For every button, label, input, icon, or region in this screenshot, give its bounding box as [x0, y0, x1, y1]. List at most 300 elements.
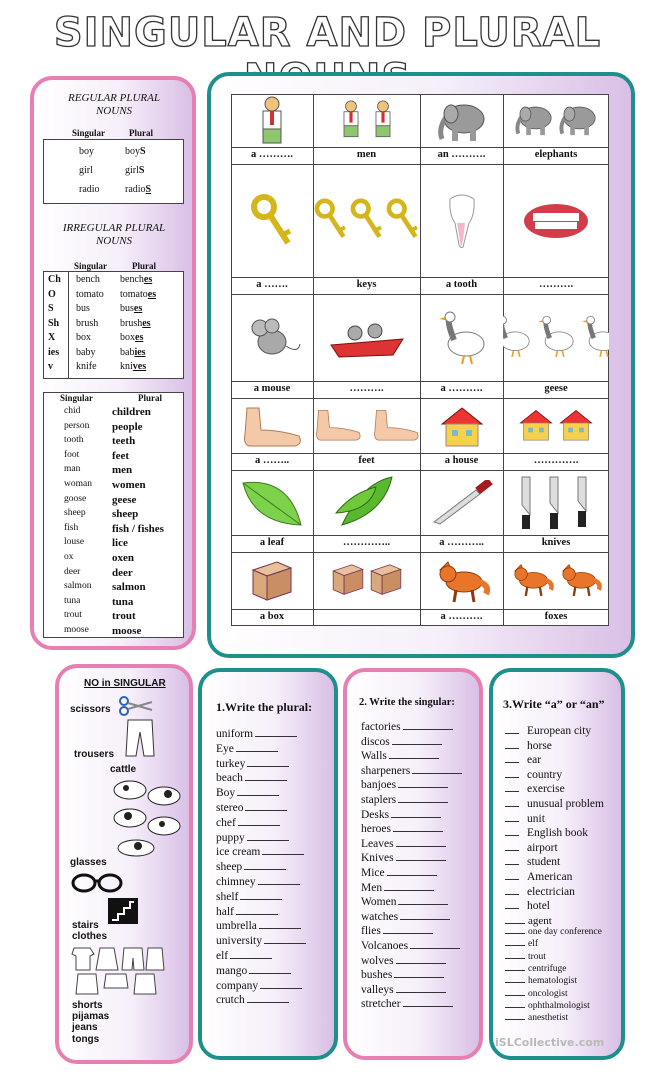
answer-blank[interactable]: [505, 791, 519, 792]
special-plural-cell: trout: [112, 610, 136, 623]
tooth-icon: [420, 166, 503, 276]
grid-row-line: [231, 147, 609, 148]
answer-blank[interactable]: [505, 923, 525, 924]
exercise-item: [361, 984, 446, 996]
plural-ending: es: [133, 303, 143, 314]
grid-caption: keys: [356, 279, 377, 290]
exercise-item: [505, 725, 591, 737]
answer-blank[interactable]: [260, 988, 302, 989]
grid-caption: knives: [541, 537, 571, 548]
geese-icon: [503, 296, 609, 380]
irregular-divider: [68, 271, 69, 379]
exercise-word: university: [216, 935, 262, 948]
plural-stem: brush: [120, 317, 143, 329]
answer-blank[interactable]: [237, 795, 279, 796]
answer-blank[interactable]: [247, 840, 289, 841]
exercise-word: watches: [361, 910, 399, 923]
special-plural-cell: teeth: [112, 435, 136, 448]
exercise-word: centrifuge: [528, 964, 567, 974]
exercise-item: [216, 920, 301, 932]
exercise-word: bushes: [361, 969, 393, 982]
regular-plural-cell: [125, 165, 144, 176]
answer-blank[interactable]: [403, 1006, 453, 1007]
plural-stem: radio: [125, 184, 146, 195]
answer-blank[interactable]: [236, 751, 278, 752]
irregular-plural-cell: [120, 347, 146, 358]
exercise-item: [361, 911, 450, 923]
answer-blank[interactable]: [259, 928, 301, 929]
man-icon: [231, 96, 313, 146]
answer-blank[interactable]: [391, 817, 441, 818]
no-singular-item: jeans: [72, 1022, 98, 1033]
plural-ending: S: [140, 146, 146, 157]
exercise-item: [361, 955, 446, 967]
plural-stem: bus: [120, 303, 134, 314]
exercise-word: ear: [527, 754, 542, 767]
answer-blank[interactable]: [505, 806, 519, 807]
exercise-word: flies: [361, 925, 381, 938]
exercise-item: [216, 994, 289, 1006]
exercise-word: chimney: [216, 876, 256, 888]
answer-blank[interactable]: [389, 758, 439, 759]
exercise-item: [505, 827, 588, 839]
plural-stem: tomato: [120, 288, 148, 300]
no-singular-item: scissors: [70, 704, 111, 715]
exercise-item: [216, 935, 306, 947]
exercise-word: exercise: [527, 783, 565, 796]
exercise-word: Leaves: [361, 837, 394, 850]
exercise-item: [361, 882, 434, 894]
irregular-plural-cell: [120, 332, 143, 343]
plural-ending: S: [138, 165, 145, 176]
irregular-ending-cell: ies: [48, 346, 60, 358]
exercise-item: [361, 809, 441, 821]
exercise-item: [361, 736, 442, 748]
grid-row-line: [231, 277, 609, 278]
answer-blank[interactable]: [244, 869, 286, 870]
answer-blank[interactable]: [258, 884, 300, 885]
exercise-item: [216, 906, 278, 918]
special-singular-cell: louse: [64, 537, 85, 548]
answer-blank[interactable]: [505, 762, 519, 763]
special-singular-cell: sheep: [64, 508, 86, 519]
answer-blank[interactable]: [394, 977, 444, 978]
exercise-word: Eye: [216, 742, 234, 755]
special-plural-cell: feet: [112, 449, 130, 462]
answer-blank[interactable]: [396, 860, 446, 861]
special-singular-cell: deer: [64, 566, 81, 577]
answer-blank[interactable]: [262, 854, 304, 855]
exercise-item: [505, 813, 545, 825]
special-singular-cell: fish: [64, 522, 79, 533]
exercise-item: [505, 939, 538, 949]
answer-blank[interactable]: [505, 835, 519, 836]
answer-blank[interactable]: [403, 729, 453, 730]
no-singular-item: cattle: [110, 764, 137, 775]
grid-caption: a box: [259, 611, 285, 622]
exercise-word: American: [527, 871, 573, 883]
plural-stem: bench: [120, 274, 144, 285]
special-plural-cell: salmon: [112, 581, 146, 594]
exercise-item: [361, 940, 460, 952]
answer-blank[interactable]: [396, 846, 446, 847]
goose-icon: [420, 296, 503, 380]
grid-caption: a house: [444, 455, 479, 466]
special-singular-cell: tooth: [64, 435, 84, 446]
answer-blank[interactable]: [505, 748, 519, 749]
answer-blank[interactable]: [393, 831, 443, 832]
house-icon: [420, 400, 503, 452]
exercise-item: [216, 950, 272, 962]
special-plural-cell: men: [112, 464, 133, 477]
answer-blank[interactable]: [505, 1007, 525, 1008]
irregular-singular-cell: baby: [76, 346, 96, 358]
answer-blank[interactable]: [238, 825, 280, 826]
exercise-item: [216, 728, 297, 740]
exercise-item: [505, 842, 558, 854]
special-singular-cell: chid: [64, 406, 81, 416]
exercise-item: [505, 740, 552, 752]
irregular-plural-cell: [120, 361, 146, 372]
exercise-item: [216, 743, 278, 755]
answer-blank[interactable]: [505, 982, 525, 983]
exercise-item: [505, 754, 541, 766]
plural-ending: es: [142, 317, 151, 329]
exercise-item: [361, 794, 448, 806]
exercise-item: [361, 838, 446, 850]
grid-caption: a ……..: [254, 455, 290, 466]
exercise-item: [505, 1013, 568, 1023]
exercise-word: staplers: [361, 794, 397, 806]
grid-row-divider: [231, 470, 609, 471]
no-singular-item: trousers: [74, 749, 115, 760]
exercise-word: ice cream: [216, 846, 261, 859]
special-singular-cell: salmon: [64, 581, 92, 592]
exercise-word: turkey: [216, 757, 246, 770]
exercise-item: [216, 846, 304, 858]
irregular-col-plural: Plural: [132, 261, 156, 271]
plural-stem: box: [120, 332, 135, 343]
grid-caption: ………….: [533, 455, 579, 466]
irregular-singular-cell: tomato: [76, 288, 104, 300]
grid-caption: a ……….: [440, 383, 483, 394]
grid-row-divider: [231, 294, 609, 295]
stairs-icon: [108, 898, 138, 924]
answer-blank[interactable]: [245, 780, 287, 781]
special-plural-cell: sheep: [112, 508, 139, 521]
special-plural-cell: lice: [112, 537, 128, 550]
answer-blank[interactable]: [410, 948, 460, 949]
exercise-word: valleys: [361, 983, 394, 996]
grid-caption: ……….: [349, 383, 384, 394]
grid-caption: feet: [358, 455, 375, 466]
exercise-word: anesthetist: [528, 1013, 569, 1024]
special-plural-cell: children: [112, 406, 151, 418]
exercise-item: [216, 772, 287, 784]
answer-blank[interactable]: [383, 933, 433, 934]
irregular-ending-cell: v: [48, 361, 53, 372]
exercise-word: stereo: [216, 802, 244, 814]
exercise-item: [361, 750, 439, 762]
exercise-item: [216, 980, 302, 992]
exercise-item: [505, 964, 567, 974]
exercise-word: discos: [361, 735, 390, 748]
special-plural-cell: women: [112, 479, 146, 491]
irregular-table: [43, 271, 184, 379]
special-singular-cell: tuna: [64, 595, 81, 606]
elephant-icon: [420, 96, 503, 146]
exercise-item: [216, 817, 280, 829]
irregular-ending-cell: S: [48, 303, 54, 314]
exercise-word: elf: [528, 939, 539, 950]
clothes-icon: [70, 944, 166, 998]
exercise-word: mango: [216, 964, 248, 977]
exercise-word: Desks: [361, 808, 390, 821]
exercise-word: unit: [527, 812, 545, 825]
exercise-word: crutch: [216, 994, 245, 1007]
exercise-word: Women: [361, 896, 397, 909]
exercise-word: sheep: [216, 861, 243, 874]
no-singular-item: glasses: [70, 857, 107, 868]
exercise-word: European city: [527, 725, 592, 737]
exercise-word: puppy: [216, 831, 245, 844]
no-singular-item: shorts: [72, 1000, 103, 1011]
exercise-word: company: [216, 979, 259, 992]
exercise-item: [361, 721, 453, 733]
watermark: iSLCollective.com: [495, 1036, 605, 1049]
special-plural-cell: fish / fishes: [112, 522, 164, 535]
grid-caption: …………..: [342, 537, 391, 548]
exercise-item: [216, 876, 300, 888]
answer-blank[interactable]: [505, 850, 519, 851]
grid-caption: an ……….: [437, 149, 486, 160]
answer-blank[interactable]: [505, 879, 519, 880]
answer-blank[interactable]: [396, 963, 446, 964]
irregular-singular-cell: box: [76, 332, 91, 343]
page-title: SINGULAR AND PLURAL: [53, 10, 602, 56]
regular-singular-cell: girl: [79, 165, 93, 176]
glasses-icon: [70, 871, 124, 893]
exercise-word: elf: [216, 950, 229, 962]
grid-caption: a ……….: [440, 611, 483, 622]
answer-blank[interactable]: [505, 864, 519, 865]
answer-blank[interactable]: [505, 945, 525, 946]
answer-blank[interactable]: [505, 733, 519, 734]
grid-caption: a …….: [256, 279, 288, 290]
answer-blank[interactable]: [240, 899, 282, 900]
irregular-plural-cell: [120, 274, 152, 285]
scissors-icon: [118, 696, 154, 716]
exercise-word: one day conference: [528, 927, 602, 938]
exercise-item: [361, 998, 453, 1010]
grid-row-divider: [231, 398, 609, 399]
answer-blank[interactable]: [396, 992, 446, 993]
exercise-word: Mice: [361, 867, 385, 879]
exercise-word: sharpeners: [361, 764, 411, 777]
exercise-word: unusual problem: [527, 798, 604, 810]
special-col-singular: Singular: [60, 393, 94, 403]
fox-icon: [420, 554, 503, 608]
exercise-item: [505, 900, 550, 912]
exercise-item: [505, 783, 565, 795]
answer-blank[interactable]: [505, 958, 525, 959]
exercise-item: [361, 823, 443, 835]
exercise-item: [361, 925, 433, 937]
feet-icon: [313, 400, 420, 452]
exercise-word: agent: [528, 914, 552, 927]
exercise-word: stretcher: [361, 998, 401, 1011]
answer-blank[interactable]: [505, 777, 519, 778]
special-plural-cell: tuna: [112, 595, 134, 608]
answer-blank[interactable]: [505, 995, 525, 996]
exercise-word: Knives: [361, 852, 394, 865]
key-icon: [231, 166, 313, 276]
regular-col-plural: Plural: [129, 128, 153, 138]
answer-blank[interactable]: [255, 736, 297, 737]
answer-blank[interactable]: [505, 894, 519, 895]
answer-blank[interactable]: [264, 943, 306, 944]
answer-blank[interactable]: [398, 787, 448, 788]
answer-blank[interactable]: [387, 875, 437, 876]
grid-row-line: [231, 609, 609, 610]
special-plural-cell: people: [112, 420, 143, 433]
answer-blank[interactable]: [247, 766, 289, 767]
exercise-item: [505, 871, 572, 883]
answer-blank[interactable]: [230, 958, 272, 959]
exercise-item: [505, 856, 560, 868]
foot-icon: [231, 400, 313, 452]
irregular-singular-cell: bench: [76, 274, 100, 285]
plural-stem: girl: [125, 165, 139, 176]
grid-row-divider: [231, 552, 609, 553]
exercise-2-title: 2. Write the singular:: [359, 697, 455, 708]
plural-ending: es: [143, 274, 153, 285]
exercise-word: Men: [361, 881, 383, 894]
exercise-word: ophthalmologist: [528, 1000, 590, 1011]
answer-blank[interactable]: [236, 914, 278, 915]
exercise-word: Volcanoes: [361, 940, 409, 952]
answer-blank[interactable]: [505, 908, 519, 909]
irregular-ending-cell: Sh: [48, 317, 60, 329]
grid-caption: foxes: [544, 611, 568, 622]
special-plural-cell: moose: [112, 625, 142, 637]
exercise-word: hotel: [527, 900, 550, 913]
exercise-word: beach: [216, 772, 243, 785]
plural-stem: bab: [120, 346, 135, 358]
exercise-item: [361, 779, 448, 791]
answer-blank[interactable]: [384, 890, 434, 891]
irregular-plural-cell: [120, 318, 151, 329]
box-icon: [231, 554, 313, 608]
regular-plural-cell: [125, 184, 151, 195]
exercise-item: [361, 852, 446, 864]
irregular-singular-cell: knife: [76, 361, 97, 372]
no-singular-item: stairs: [72, 920, 99, 931]
answer-blank[interactable]: [412, 773, 462, 774]
irregular-section-title: IRREGULAR PLURAL NOUNS: [62, 222, 166, 247]
answer-blank[interactable]: [392, 744, 442, 745]
exercise-word: country: [527, 768, 563, 781]
special-singular-cell: moose: [64, 625, 89, 635]
knives-icon: [503, 472, 609, 534]
exercise-item: [505, 769, 562, 781]
exercise-item: [361, 867, 437, 879]
irregular-singular-cell: brush: [76, 317, 99, 329]
exercise-word: half: [216, 905, 234, 918]
plural-ending: es: [147, 288, 157, 300]
answer-blank[interactable]: [505, 821, 519, 822]
exercise-item: [505, 976, 577, 986]
grid-row-line: [231, 381, 609, 382]
irregular-plural-cell: [120, 303, 142, 314]
regular-plural-cell: [125, 146, 146, 157]
irregular-col-singular: Singular: [74, 261, 108, 271]
exercise-item: [505, 1001, 590, 1011]
irregular-singular-cell: bus: [76, 303, 90, 314]
exercise-word: hematologist: [528, 976, 578, 987]
exercise-word: shelf: [216, 890, 239, 903]
exercise-word: airport: [527, 841, 558, 854]
special-plural-cell: geese: [112, 493, 137, 506]
plural-stem: kni: [120, 361, 133, 372]
exercise-item: [505, 952, 546, 962]
answer-blank[interactable]: [247, 1002, 289, 1003]
exercise-word: English book: [527, 827, 589, 840]
exercise-item: [505, 798, 604, 810]
exercise-word: oncologist: [528, 988, 568, 999]
no-singular-title: NO in SINGULAR: [84, 678, 166, 689]
answer-blank[interactable]: [400, 919, 450, 920]
answer-blank[interactable]: [245, 810, 287, 811]
exercise-3-title: 3.Write “a” or “an”: [503, 697, 605, 711]
exercise-word: factories: [361, 721, 401, 733]
regular-table: [43, 139, 184, 204]
boxes-icon: [313, 554, 420, 608]
grid-row-line: [231, 535, 609, 536]
special-plural-cell: oxen: [112, 552, 134, 564]
elephants-icon: [503, 96, 609, 146]
answer-blank[interactable]: [398, 802, 448, 803]
leaves-icon: [313, 472, 420, 534]
grid-caption: a tooth: [445, 279, 478, 290]
exercise-word: Walls: [361, 750, 387, 763]
answer-blank[interactable]: [505, 1019, 525, 1020]
exercise-word: horse: [527, 739, 552, 752]
irregular-ending-cell: Ch: [48, 274, 61, 285]
special-singular-cell: trout: [64, 610, 82, 621]
exercise-word: umbrella: [216, 920, 257, 933]
exercise-item: [216, 832, 289, 844]
grid-caption: ……….: [538, 279, 574, 290]
exercise-word: heroes: [361, 823, 392, 836]
answer-blank[interactable]: [505, 933, 525, 934]
grid-caption: geese: [544, 383, 568, 394]
answer-blank[interactable]: [505, 970, 525, 971]
exercise-item: [361, 969, 444, 981]
exercise-word: chef: [216, 816, 236, 829]
special-singular-cell: person: [64, 420, 90, 431]
answer-blank[interactable]: [398, 904, 448, 905]
mouse-icon: [231, 296, 313, 380]
irregular-ending-cell: X: [48, 332, 56, 343]
no-singular-item: clothes: [72, 931, 108, 942]
regular-singular-cell: boy: [79, 146, 94, 157]
exercise-item: [216, 965, 291, 977]
answer-blank[interactable]: [249, 973, 291, 974]
regular-section-title: REGULAR PLURAL NOUNS: [68, 92, 160, 117]
exercise-item: [216, 802, 287, 814]
special-singular-cell: man: [64, 464, 81, 475]
